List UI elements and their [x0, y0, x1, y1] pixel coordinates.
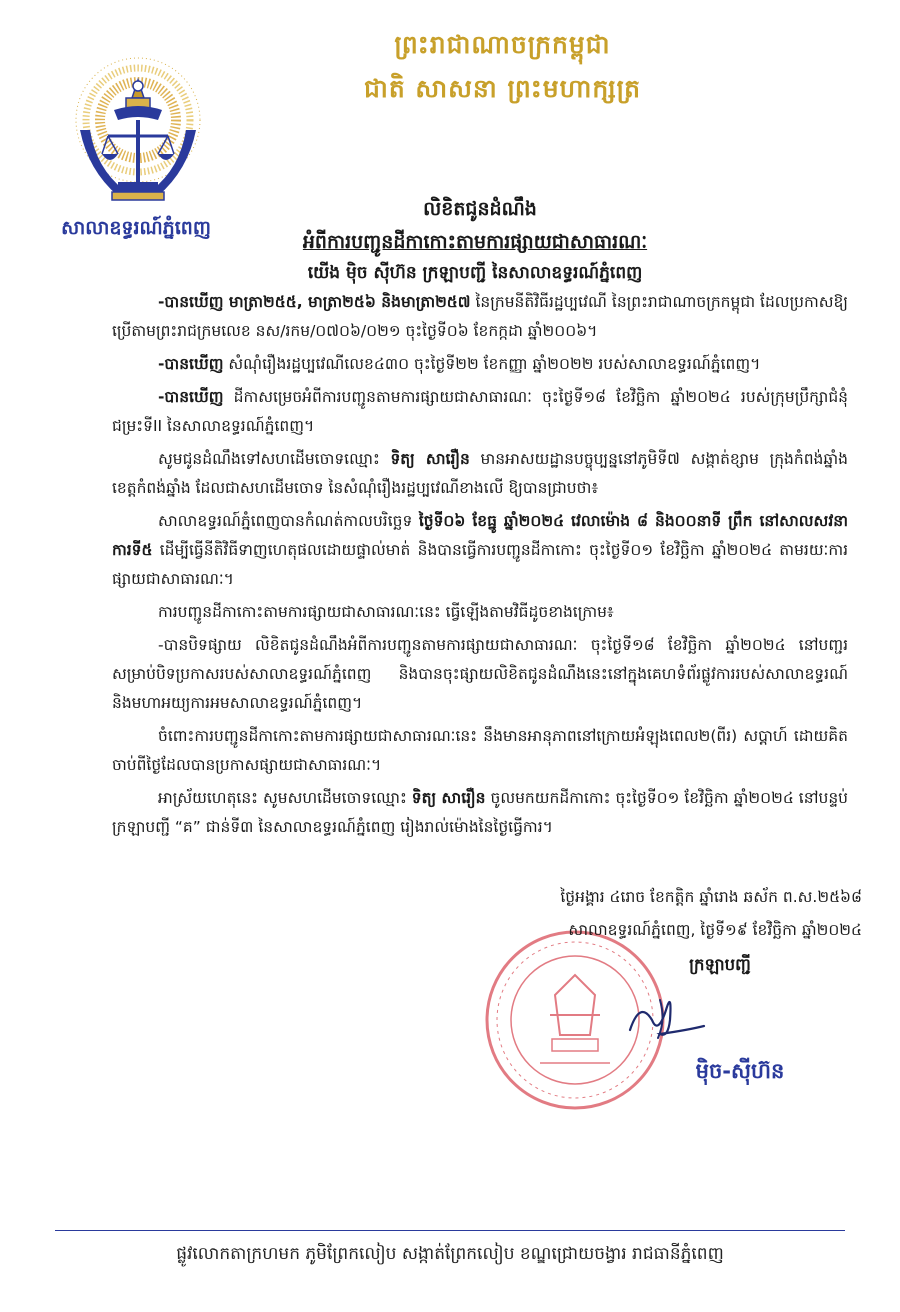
kingdom-heading: ព្រះរាជាណាចក្រកម្ពុជា	[394, 30, 611, 59]
paragraph-lead: -បានឃើញ មាត្រា២៥៥, មាត្រា២៥៦ និងមាត្រា២៥៧	[158, 293, 471, 311]
place-and-date: សាលាឧទ្ធរណ៍ភ្នំពេញ, ថ្ងៃទី១៩ ខែវិច្ឆិកា ឆ្នាំ២០២៤	[568, 921, 862, 939]
paragraph-text: ចូលមកយកដីកាកោះ ចុះថ្ងៃទី០១ ខែវិច្ឆិកា ឆ្នាំ២០២៤ នៅបន្ទប់ក្រឡាបញ្ជី “គ” ជាន់ទី៣ នៃសាលាឧទ្ធរណ៍ភ្នំពេញ រៀងរាល់ម៉ោងនៃថ្ងៃធ្វើការ។	[112, 789, 848, 836]
court-name-label: សាលាឧទ្ធរណ៍ភ្នំពេញ	[61, 217, 211, 239]
paragraph-text: នៃក្រមនីតិវិធីរដ្ឋប្បវេណី នៃព្រះរាជាណាចក្រកម្ពុជា ដែលប្រកាសឱ្យប្រើតាមព្រះរាជក្រមលេខ នស/រកម/០៧០៦/០២១ ចុះថ្ងៃទី០៦ ខែកក្កដា ឆ្នាំ២០០៦។	[112, 293, 848, 340]
paragraph-text: អាស្រ័យហេតុនេះ សូមសហដើមចោទឈ្មោះ	[158, 789, 412, 807]
document-subtitle: អំពីការបញ្ជូនដីកាកោះតាមការផ្សាយជាសាធារណៈ	[302, 231, 648, 253]
paragraph-legal-basis-2	[112, 350, 848, 379]
footer-address: ផ្លូវលោកតាក្រហមក ភូមិព្រែកលៀប សង្កាត់ព្រែកលៀប ខណ្ឌជ្រោយចង្វារ រាជធានីភ្នំពេញ	[176, 1244, 724, 1264]
paragraph-lead: -បានឃើញ	[158, 355, 224, 373]
paragraph-text: ដីកាសម្រេចអំពីការបញ្ជូនតាមការផ្សាយជាសាធារណៈ ចុះថ្ងៃទី១៨ ខែវិច្ឆិកា ឆ្នាំ២០២៤ របស់ក្រុមប្រឹក្សាជំនុំជម្រះទីII នៃសាលាឧទ្ធរណ៍ភ្នំពេញ។	[112, 388, 848, 435]
signer-name: ម៉ិច-ស៊ីហ៊ន	[695, 1059, 785, 1083]
paragraph-notice-recipient	[112, 445, 848, 503]
document-title: លិខិតជូនដំណឹង	[423, 198, 537, 220]
paragraph-text: សាលាឧទ្ធរណ៍ភ្នំពេញបានកំណត់កាលបរិច្ឆេទ	[158, 512, 419, 530]
hearing-datetime: ថ្ងៃទី០៦ ខែធ្នូ ឆ្នាំ២០២៤ វេលាម៉ោង ៨ និង០០នាទី ព្រឹក នៅសាលសវនាការទី៥	[112, 512, 848, 559]
paragraph-text: មានអាសយដ្ឋានបច្ចុប្បន្ននៅភូមិទី៧ សង្កាត់ខ្សាម ក្រុងកំពង់ឆ្នាំង ខេត្តកំពង់ឆ្នាំង ដែលជាសហដើមចោទ នៃសំណុំរឿងរដ្ឋប្បវេណីខាងលើ ឱ្យបានជ្រាបថា៖	[112, 450, 848, 497]
paragraph-text: សំណុំរឿងរដ្ឋប្បវេណីលេខ៤៣០ ចុះថ្ងៃទី២២ ខែកញ្ញា ឆ្នាំ២០២២ របស់សាលាឧទ្ធរណ៍ភ្នំពេញ។	[223, 355, 761, 373]
lunar-date: ថ្ងៃអង្គារ ៤រោច ខែកត្តិក ឆ្នាំរោង ឆស័ក ព.ស.២៥៦៨	[560, 888, 862, 906]
issuer-statement: យើង ម៉ិច ស៊ីហ៊ន ក្រឡាបញ្ជី នៃសាលាឧទ្ធរណ៍ភ្នំពេញ	[307, 263, 643, 283]
paragraph-text: ដើម្បីធ្វើនីតិវិធីទាញហេតុផលដោយផ្ទាល់មាត់ និងបានធ្វើការបញ្ជូនដីកាកោះ ចុះថ្ងៃទី០១ ខែវិច្ឆិកា ឆ្នាំ២០២៤ តាមរយៈការផ្សាយជាសាធារណៈ។	[112, 541, 848, 588]
footer-divider	[55, 1230, 845, 1231]
nation-religion-king-motto: ជាតិ សាសនា ព្រះមហាក្សត្រ	[364, 74, 641, 103]
signer-title: ក្រឡាបញ្ជី	[689, 955, 751, 974]
paragraph-conclusion	[112, 784, 848, 842]
document-body	[112, 288, 848, 846]
paragraph-legal-basis-1	[112, 288, 848, 346]
handwritten-signature	[600, 980, 710, 1050]
paragraph-method-intro: ការបញ្ជូនដីកាកោះតាមការផ្សាយជាសាធារណៈនេះ ធ្វើឡើងតាមវិធីដូចខាងក្រោម៖	[158, 603, 614, 621]
paragraph-hearing-date	[112, 507, 848, 594]
court-emblem-logo	[52, 50, 224, 218]
recipient-name: ទិត្យ សារឿន	[390, 450, 470, 468]
paragraph-text: សូមជូនដំណឹងទៅសហដើមចោទឈ្មោះ	[158, 450, 391, 468]
paragraph-effect: ចំពោះការបញ្ជូនដីកាកោះតាមការផ្សាយជាសាធារណៈនេះ នឹងមានអានុភាពនៅក្រោយអំឡុងពេល២(ពីរ) សប្តាហ៍ ដោយគិតចាប់ពីថ្ងៃដែលបានប្រកាសផ្សាយជាសាធារណៈ។	[112, 727, 848, 774]
paragraph-method-detail: -បានបិទផ្សាយ លិខិតជូនដំណឹងអំពីការបញ្ជូនតាមការផ្សាយជាសាធារណៈ ចុះថ្ងៃទី១៨ ខែវិច្ឆិកា ឆ្នាំ២០២៤ នៅបញ្ជរសម្រាប់បិទប្រកាសរបស់សាលាឧទ្ធរណ៍ភ្នំពេញ និងបានចុះផ្សាយលិខិតជូនដំណឹងនេះនៅក្នុងគេហទំព័រផ្លូវការរបស់សាលាឧទ្ធរណ៍ និងមហាអយ្យការអមសាលាឧទ្ធរណ៍ភ្នំពេញ។	[112, 636, 848, 712]
paragraph-legal-basis-3	[112, 383, 848, 441]
paragraph-lead: -បានឃើញ	[158, 388, 224, 406]
recipient-name: ទិត្យ សារឿន	[411, 789, 486, 807]
